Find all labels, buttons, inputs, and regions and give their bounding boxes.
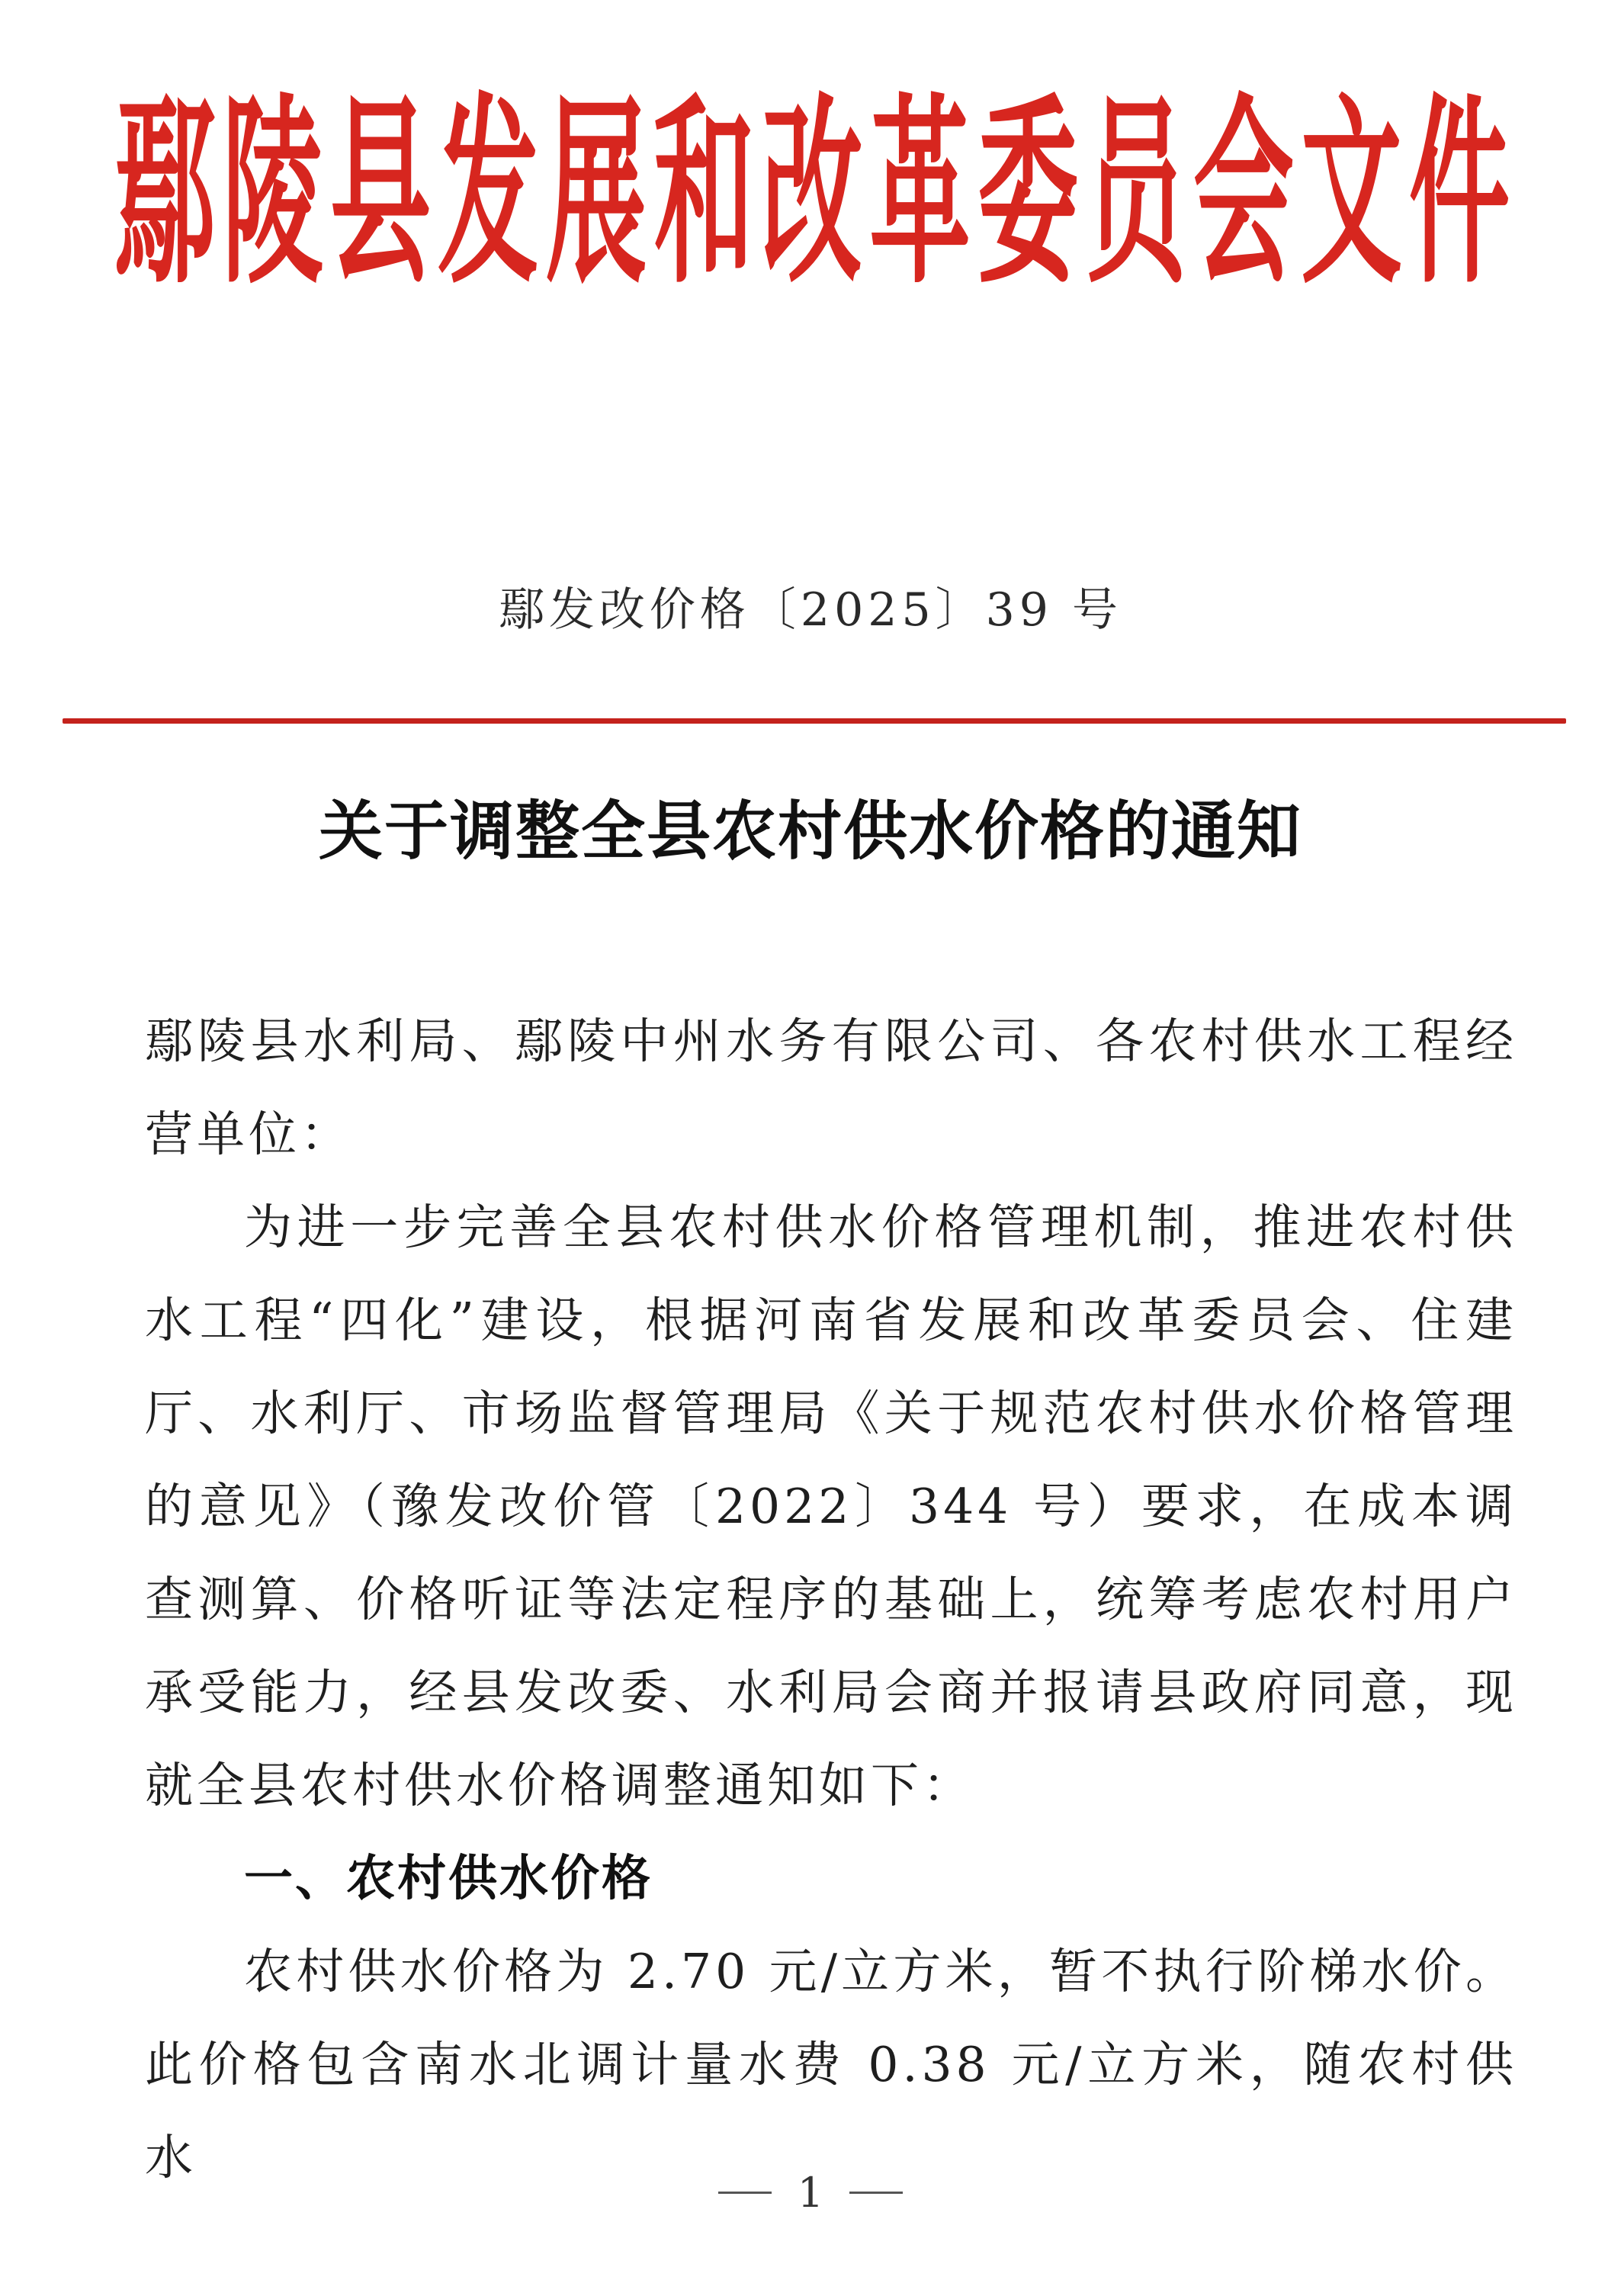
document-body — [145, 995, 1517, 2204]
page-number: 1 — [797, 2168, 824, 2217]
notice-title: 关于调整全县农村供水价格的通知 — [318, 794, 1302, 869]
section-1-paragraph: 农村供水价格为 2.70 元/立方米，暂不执行阶梯水价。此价格包含南水北调计量水费 0.38 元/立方米，随农村供水 — [145, 1944, 1517, 2185]
page-footer — [0, 2158, 1621, 2227]
footer-dash-left — [718, 2192, 772, 2194]
agency-masthead: 鄢陵县发展和改革委员会文件 — [114, 77, 1510, 312]
document-number: 鄢发改价格〔2025〕39 号 — [498, 583, 1123, 637]
section-1-heading: 一、农村供水价格 — [244, 1851, 653, 1907]
intro-paragraph: 为进一步完善全县农村供水价格管理机制，推进农村供水工程“四化”建设，根据河南省发展和改革委员会、住建厅、水利厅、市场监督管理局《关于规范农村供水价格管理的意见》（豫发改价管〔2022〕344 号）要求，在成本调查测算、价格听证等法定程序的基础上，统筹考虑农村用户承受能力，经县发改委、水利局会商并报请县政府同意，现就全县农村供水价格调整通知如下： — [145, 1199, 1517, 1813]
red-divider-line — [63, 718, 1566, 724]
footer-dash-right — [849, 2192, 903, 2194]
addressee: 鄢陵县水利局、鄢陵中州水务有限公司、各农村供水工程经营单位： — [145, 1013, 1517, 1162]
